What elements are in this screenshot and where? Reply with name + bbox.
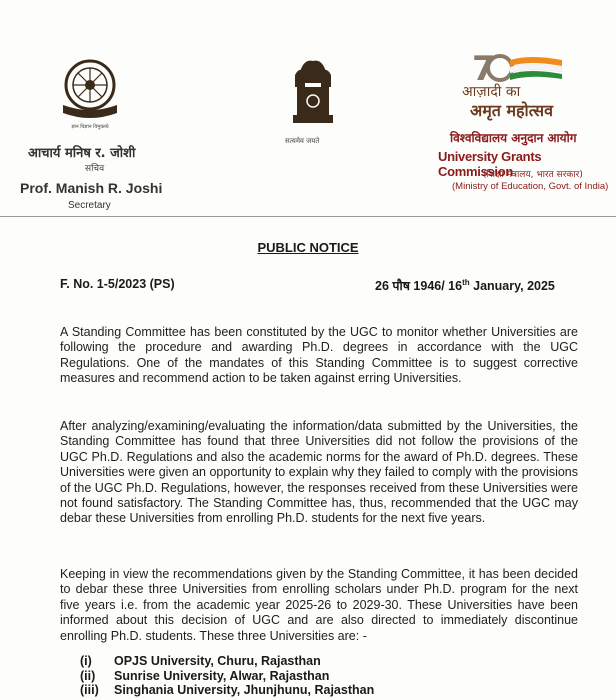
letterhead-divider [0,216,616,217]
notice-date [375,277,555,294]
secretary-name-hindi: आचार्य मनिष र. जोशी [28,146,136,161]
date-prefix: 26 पौष 1946/ 16 [375,279,463,293]
paragraph-2: After analyzing/examining/evaluating the information/data submitted by the Universities, the Standing Committee has found that three Universities did not follow the provisions of the UGC Ph.D. Regulations and also the academic norms for the award of Ph.D. degrees. These Universities were given an opportunity to explain why they failed to comply with the provisions of the UGC Ph.D. Regulations, however, the responses received from these Universities were not found satisfactory. The Standing Committee has, thus, recommended that the UGC may debar these Universities from enrolling Ph.D. students for the next five years. [60,419,578,526]
ugc-name: University Grants Commission [438,149,542,179]
ugc-ministry: (Ministry of Education, Govt. of India) [452,181,609,192]
list-item [80,683,374,698]
azadi-text-line1: आज़ादी का [462,84,521,100]
azadi-text-line2: अमृत महोत्सव [470,101,553,120]
list-item-number: (iii) [80,683,99,697]
debarred-universities-list [80,654,374,698]
list-item-name: Sunrise University, Alwar, Rajasthan [114,668,330,683]
national-emblem-logo [285,55,341,135]
svg-text:ज्ञान विज्ञान विमुक्तये: ज्ञान विज्ञान विमुक्तये [71,124,109,130]
ugc-name-hindi: विश्वविद्यालय अनुदान आयोग [450,131,577,145]
list-item [80,654,374,669]
emblem-motto: सत्यमेव जयते [285,137,320,145]
list-item-number: (i) [80,654,92,668]
list-item-name: OPJS University, Churu, Rajasthan [114,654,321,668]
secretary-title: Secretary [68,200,111,211]
paragraph-3: Keeping in view the recommendations given by the Standing Committee, it has been decided to debar these three Universities from enrolling scholars under Ph.D. program for the next five years i.e. from the academic year 2025-26 to 2029-30. These Universities have been informed about this decision of UGC and are also directed to immediately discontinue enrolling Ph.D. students. These three Universities are: - [60,567,578,643]
ugc-ministry-hindi: (शिक्षा मंत्रालय, भारत सरकार) [483,170,583,180]
list-item-name: Singhania University, Jhunjhunu, Rajasthan [114,683,375,697]
list-item [80,669,374,684]
date-suffix: January, 2025 [469,279,555,293]
date-suffix-sup: th [462,277,470,287]
ugc-emblem-logo [55,55,125,130]
file-number: F. No. 1-5/2023 (PS) [60,277,175,291]
notice-title: PUBLIC NOTICE [257,240,359,255]
svg-text:7: 7 [472,49,496,86]
secretary-name: Prof. Manish R. Joshi [20,180,163,196]
list-item-number: (ii) [80,668,96,683]
paragraph-1: A Standing Committee has been constituted by the UGC to monitor whether Universities are following the procedure and awarding Ph.D. degrees in accordance with the UGC Regulations. One of the mandates of this Standing Committee is to suggest corrective measures and recommend action to be taken against erring Universities. [60,325,578,386]
secretary-title-hindi: सचिव [85,164,105,174]
azadi-amrit-mahotsav-logo [470,48,570,86]
